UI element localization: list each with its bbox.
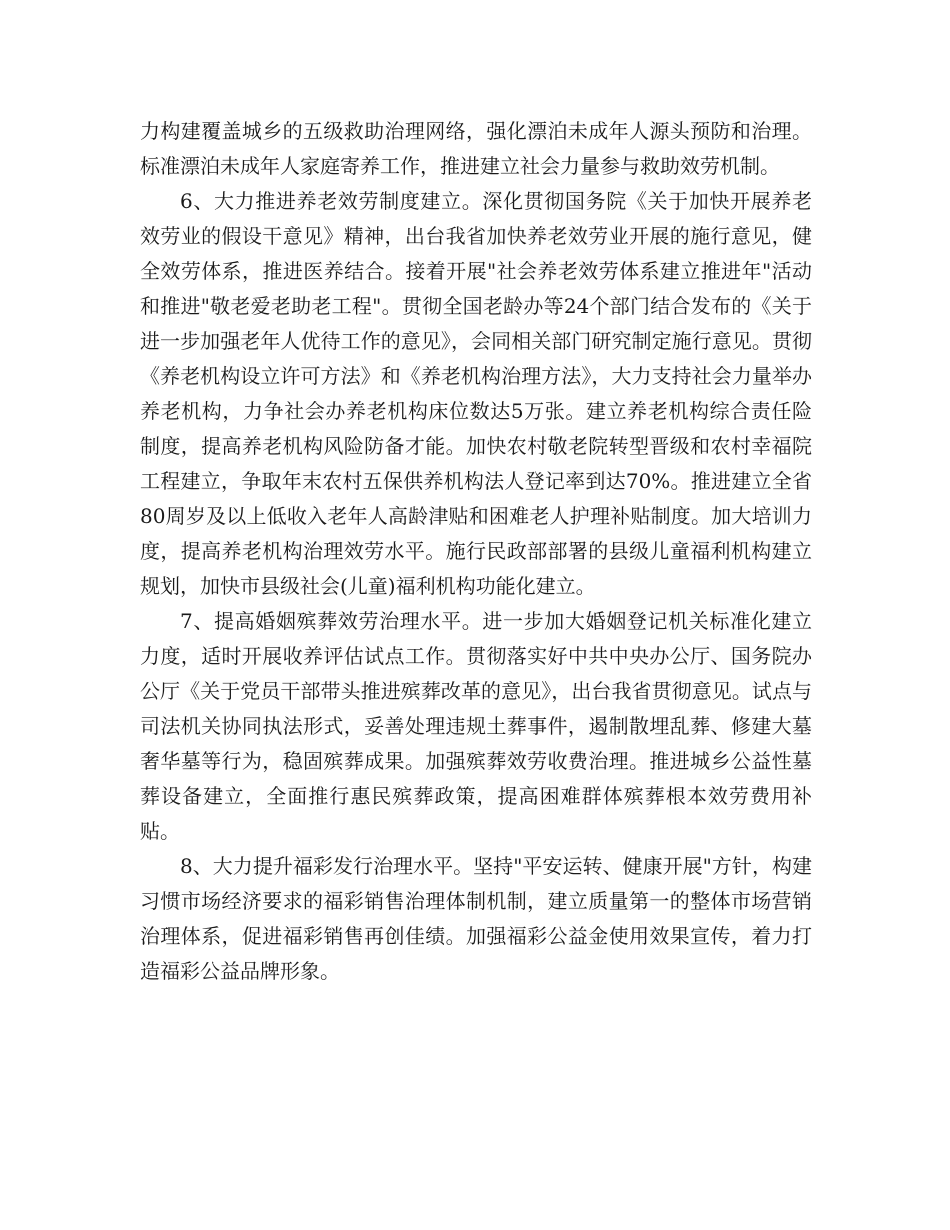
paragraph-item-6-elderly-care: 6、大力推进养老效劳制度建立。深化贯彻国务院《关于加快开展养老效劳业的假设干意见》精神，出台我省加快养老效劳业开展的施行意见，健全效劳体系，推进医养结合。接着开展"社会养老效劳体系建立推进年"活动和推进"敬老爱老助老工程"。贯彻全国老龄办等24个部门结合发布的《关于进一步加强老年人优待工作的意见》，会同相关部门研究制定施行意见。贯彻《养老机构设立许可方法》和《养老机构治理方法》，大力支持社会力量举办养老机构，力争社会办养老机构床位数达5万张。建立养老机构综合责任险制度，提高养老机构风险防备才能。加快农村敬老院转型晋级和农村幸福院工程建立，争取年末农村五保供养机构法人登记率到达70%。推进建立全省80周岁及以上低收入老年人高龄津贴和困难老人护理补贴制度。加大培训力度，提高养老机构治理效劳水平。施行民政部部署的县级儿童福利机构建立规划，加快市县级社会(儿童)福利机构功能化建立。 [140,189,812,598]
document-page [140,114,812,989]
paragraph-continuation: 力构建覆盖城乡的五级救助治理网络，强化漂泊未成年人源头预防和治理。标准漂泊未成年人家庭寄养工作，推进建立社会力量参与救助效劳机制。 [140,119,812,178]
paragraph-item-7-marriage-funeral: 7、提高婚姻殡葬效劳治理水平。进一步加大婚姻登记机关标准化建立力度，适时开展收养评估试点工作。贯彻落实好中共中央办公厅、国务院办公厅《关于党员干部带头推进殡葬改革的意见》，出台我省贯彻意见。试点与司法机关协同执法形式，妥善处理违规土葬事件，遏制散埋乱葬、修建大墓奢华墓等行为，稳固殡葬成果。加强殡葬效劳收费治理。推进城乡公益性墓葬设备建立，全面推行惠民殡葬政策，提高困难群体殡葬根本效劳费用补贴。 [140,609,812,843]
paragraph-item-8-welfare-lottery: 8、大力提升福彩发行治理水平。坚持"平安运转、健康开展"方针，构建习惯市场经济要求的福彩销售治理体制机制，建立质量第一的整体市场营销治理体系，促进福彩销售再创佳绩。加强福彩公益金使用效果宣传，着力打造福彩公益品牌形象。 [140,854,812,983]
